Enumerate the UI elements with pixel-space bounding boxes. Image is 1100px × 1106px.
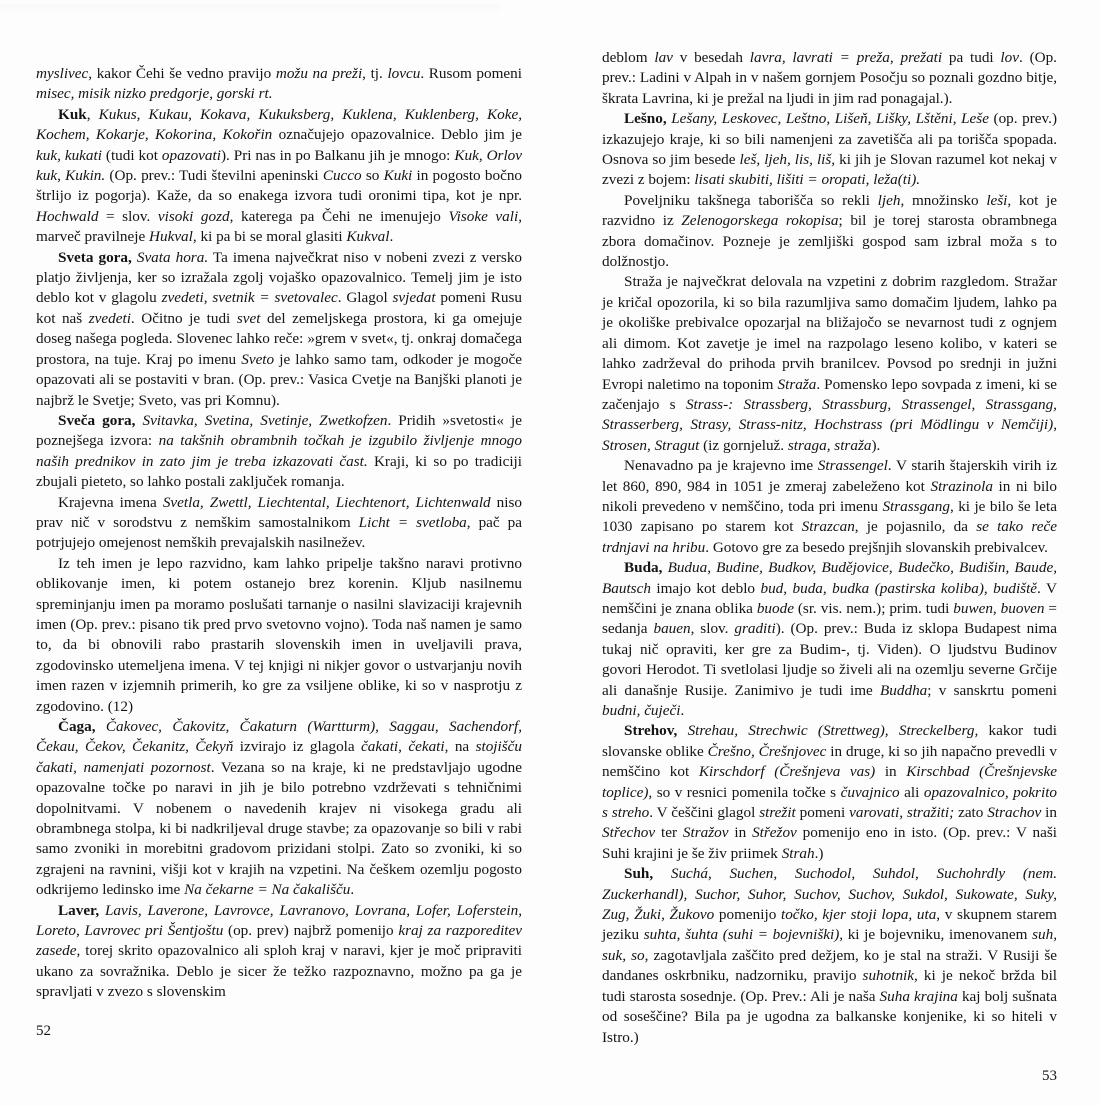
italic-term: zvedeti <box>88 309 131 327</box>
paragraph <box>602 48 1057 109</box>
entry-headword: Suh, <box>624 865 654 883</box>
italic-term: zvedeti, svetnik = svetovalec <box>161 289 338 307</box>
text-run: , pač pa potrjujejo omejenost nemških prevajalskih nasilnežev. <box>36 513 522 552</box>
text-run: pomeni <box>795 804 850 822</box>
text-run: ). Pri nas in po Balkanu jih je mnogo: <box>220 146 455 164</box>
entry-headword: Buda, <box>624 559 663 577</box>
right-page <box>550 0 1100 1106</box>
text-run: niso prav nič v sorodstvu z nemškim samostalnikom <box>36 493 523 531</box>
italic-term: Strazinola <box>930 477 993 495</box>
italic-term: bauen <box>653 620 691 638</box>
italic-term: Suchá, Suchen, Suchodol, Suhdol, Suchohrdly (nem. Zuckerhandl), Suchor, Suhor, Suchov, Suchov, Sukdol, Sukowate, Suky, Zug, Žuki, Žukovo <box>602 865 1057 924</box>
italic-term: Střežov <box>752 824 797 842</box>
text-run: in <box>1041 804 1057 822</box>
entry-headword: Lešno, <box>624 110 667 128</box>
text-run: pomenijo <box>714 906 781 924</box>
italic-term: svjedat <box>392 289 436 307</box>
italic-term: suhotnik <box>862 967 914 985</box>
text-run: , ki je nekoč bržda bil tudi starosta sosednje. (Op. Prev.: Ali je naša <box>602 967 1058 1005</box>
italic-term: Svitavka, Svetina, Svetinje, Zwetkofzen <box>142 411 388 429</box>
italic-term: budni, čuječi <box>602 702 681 719</box>
text-run: Kraji, ki so po tradiciji zbujali pieteto, so lahko postali zaključek romanja. <box>36 452 522 491</box>
italic-term: Střechov <box>602 824 656 842</box>
text-run: , na <box>444 738 476 756</box>
italic-term: bud, buda, budka (pastirska koliba), budiště <box>760 579 1038 597</box>
text-run: je lahko samo tam, odkoder je mogoče opazovati ali se postaviti v bran. (Op. prev.: Vasica Cvetje na Banjški planoti je najbrž le Svetje; Sveto, vas pri Komnu). <box>36 350 522 409</box>
text-run: , je pojasnilo, da <box>854 518 977 536</box>
text-run: . <box>350 881 355 899</box>
paragraph <box>602 109 1057 191</box>
right-page-body <box>602 48 1057 1048</box>
text-run: (tudi kot <box>101 146 162 164</box>
text-run: in pogosto bočno štrlijo iz pogorja). Kaže, da so enakega izvora tudi oronimi tipa, kot je npr. <box>36 167 523 205</box>
paragraph <box>602 272 1057 456</box>
text-run: Nenavadno pa je krajevno ime <box>624 457 818 475</box>
italic-term: Na čekarne = Na čakališču <box>184 881 351 899</box>
text-run: , slov. <box>690 620 735 638</box>
italic-term: Straža <box>777 375 817 393</box>
paragraph <box>602 864 1057 1048</box>
text-run: so <box>361 167 384 185</box>
text-run: (sr. vis. nem.); prim. tudi <box>793 599 954 617</box>
italic-term: stojišču čakati, namenjati pozornost <box>36 738 522 776</box>
italic-term: Svata hora. <box>136 248 209 266</box>
italic-term: ljeh <box>877 191 901 209</box>
text-run: in <box>728 824 753 842</box>
italic-term: lisati skubiti, lišiti = oropati, leža(ti). <box>694 171 921 189</box>
italic-term: Čakovec, Čakovitz, Čakaturn (Wartturm), Saggau, Sachendorf, Čekau, Čekov, Čekanitz, Čekyň <box>36 718 522 756</box>
italic-term: varovati, stražiti; <box>849 804 955 822</box>
italic-term: Hochwald <box>36 207 99 225</box>
italic-term: leši <box>986 191 1008 209</box>
italic-term: suh, suk, so, <box>602 926 1057 964</box>
text-run: .) <box>814 844 824 862</box>
italic-term: buode <box>756 599 794 617</box>
italic-term: Cucco <box>322 167 362 185</box>
italic-term: možu na preži <box>275 65 363 82</box>
italic-term: strežit <box>759 804 796 822</box>
paragraph <box>602 191 1057 273</box>
text-run: , tj. <box>362 65 388 82</box>
left-page <box>0 0 550 1061</box>
italic-term: Kirschdorf (Črešnjeva vas) <box>698 763 876 781</box>
page-number-right: 53 <box>1042 1067 1057 1084</box>
italic-term: Lešany, Leskovec, Leštno, Lišeň, Lišky, Lštěni, Leše <box>671 110 989 128</box>
text-run: , marveč pravilneje <box>36 207 522 246</box>
text-run: pomenijo eno in isto. (Op. prev.: V naši Suhi krajini je še živ priimek <box>602 824 1057 862</box>
italic-term: Strassengel <box>817 457 888 475</box>
text-run <box>96 718 106 735</box>
entry-headword: Čaga, <box>58 718 96 735</box>
text-run: . <box>389 228 394 246</box>
entry-headword: Strehov, <box>624 722 678 740</box>
text-run: ). <box>871 436 881 454</box>
italic-term: Kuk, Orlov kuk, Kukin. <box>36 146 523 185</box>
text-run: , so v resnici pomenila točke s <box>648 783 841 801</box>
text-run: Iz teh imen je lepo razvidno, kam lahko pripelje takšno naravi protivno oblikovanje imen, ki potem ostanejo brez korenin. Kljub nasilnemu spreminjanju imen pa moramo poslušati tarnanje o nasilni slavizaciji krajevnih imen (Op. prev.: pisano tik pred prvo svetovno vojno). Toda naš namen je samo to, da bi obnovili rabo prastarih slovenskih imen in uveljavili prava, zgodovinsko utemeljena imena. V tej knjigi ni nikjer govor o ustvarjanju novih imen razen v izjemnih primerih, ko gre za vsiljene oblike, ki so v nasprotju z zgodovino. (12) <box>36 554 522 715</box>
italic-term: visoki gozd <box>157 207 230 225</box>
text-run: izvirajo iz glagola <box>233 738 362 756</box>
text-run: Krajevna imena <box>58 493 163 511</box>
italic-term: Stražov <box>682 824 729 842</box>
paragraph <box>36 64 522 105</box>
text-run: (op. prev.) izkazujejo kraje, ki so bili namenjeni za zavetišča ali pa torišča spopada. Osnova so jim besede <box>602 110 1058 169</box>
italic-term: myslivec <box>36 65 89 82</box>
text-run: , torej skrito opazovalnico ali sploh kraj v naravi, kjer je moč pripraviti ukano za sovražnika. Deblo je sicer že težko razpoznavno, možno pa ga je spravljati v zvezo s slovenskim <box>36 942 522 1001</box>
text-run: in <box>875 763 907 781</box>
text-run: , ki je bilo še leta 1030 zapisano po starem kot <box>602 497 1057 536</box>
entry-headword: Kuk <box>58 105 87 123</box>
italic-term: Buddha <box>880 681 928 699</box>
paragraph <box>602 721 1057 864</box>
text-run: ali <box>899 783 924 801</box>
paragraph <box>36 554 522 717</box>
text-run: . V starih štajerskih virih iz let 860, 890, 984 in 1051 je zmeraj zabeleženo kot <box>602 457 1057 495</box>
italic-term: Kirschbad (Črešnjevske toplice) <box>602 763 1057 801</box>
italic-term: suhta, šuhta (suhi = bojevniški), <box>643 926 844 944</box>
text-run: . Gotovo gre za besedo prejšnjih slovanskih prebivalcev. <box>705 538 1048 556</box>
text-run: ). (Op. prev.: Buda iz sklopa Budapest nima tukaj nič opraviti, ker gre za Budim-, tj. Viden). O ljudstvu Budinov govori Herodot. Ti svetlolasi ljudje so živeli ali na ozemlju severne Grčije ali današnje Rusije. Zanimivo je tudi ime <box>602 620 1057 699</box>
text-run: deblom <box>602 49 655 66</box>
left-page-body <box>36 64 522 1003</box>
text-run: del zemeljskega prostora, ki ga omejuje doseg našega pogleda. Slovenec lahko reče: »grem v svet«, tj. onkraj domačega prostora, na tuje. Kraj po imenu <box>36 309 522 368</box>
italic-term: Svetla, Zwettl, Liechtental, Liechtenort, Lichtenwald <box>162 493 491 511</box>
text-run: ki jih je Slovan razumel kot nekaj v zvezi z bojem: <box>602 151 1058 189</box>
italic-term: lov <box>1000 49 1019 66</box>
italic-term: lavra, lavrati = preža, prežati <box>749 49 943 66</box>
text-run <box>677 722 687 739</box>
text-run: , množinsko <box>900 191 987 209</box>
paragraph <box>36 901 522 1003</box>
text-run: imajo kot deblo <box>650 579 761 597</box>
text-run: kaj bolj sušnata od soseščine? Bila pa je ugodna za balkanske konjenike, ki so hiteli v Istro.) <box>602 987 1057 1046</box>
entry-headword: Sveta gora, <box>58 248 132 266</box>
text-run: ki je bojevniku, imenovanem <box>843 926 1033 944</box>
text-run: . Pomensko lepo sovpada z imeni, ki se začenjajo s <box>602 375 1057 413</box>
italic-term: Visoke vali <box>448 207 519 225</box>
italic-term: misec, misik nizko predgorje, gorski rt. <box>36 85 273 103</box>
italic-term: svet <box>236 309 261 327</box>
text-run: Poveljniku takšnega taborišča so rekli <box>624 191 878 209</box>
text-run: , v skupnem starem jeziku <box>602 906 1057 944</box>
paragraph <box>36 493 522 554</box>
text-run <box>653 865 671 882</box>
text-run: . <box>680 702 685 719</box>
text-run: . Vezana so na kraje, ki ne predstavljajo ugodne opazovalne točke po naravi in jih je bilo potrebno vzdrževati s tehničnimi dopolnitvami. V nobenem o navedenih krajev ni visokega gradu ali obrambnega stolpa, ki bi nadkriljeval druge stavbe; za opazovanje so bili v rabi samo zvoniki in morebitni gradovom prizidani stolpi. Zato so zvoniki, ki so zgrajeni na ravnini, višji kot v krajih na vzpetini. Na češkem ozemlju pogosto odkrijemo ledinsko ime <box>36 758 522 899</box>
italic-term: Suha krajina <box>879 987 958 1005</box>
text-run: in druge, ki so jih napačno prevedli v nemščino kot <box>602 742 1058 781</box>
italic-term: čakati, čekati <box>361 738 445 756</box>
paragraph <box>36 411 522 493</box>
page-number-left: 52 <box>36 1022 51 1039</box>
italic-term: Strass-: Strassberg, Strassburg, Strassengel, Strassgang, Strasserberg, Strasy, Strass-nitz, Hochstrass (pri Mödlingu v Nemčiji), Strosen, Stragut <box>602 395 1057 454</box>
italic-term: na takšnih obrambnih točkah je izgubilo življenje mnogo naših prednikov in zato jim je treba izkazovati čast. <box>36 432 522 470</box>
italic-term: Hukval <box>149 228 193 246</box>
italic-term: Zelenogorskega rokopisa <box>681 212 839 230</box>
italic-term: čuvajnico <box>840 783 900 801</box>
italic-term: Strazcan <box>801 518 855 536</box>
text-run: pomeni Rusu kot naš <box>36 289 522 327</box>
italic-term: kraj za razporeditev zasede <box>36 922 522 960</box>
italic-term: Budua, Budine, Budkov, Budějovice, Budečko, Budišin, Baude, Bautsch <box>602 559 1057 597</box>
text-run: . V nemščini je znana oblika <box>602 579 1057 617</box>
text-run: . V češčini glagol <box>649 804 760 822</box>
italic-term: točko, kjer stoji lopa, uta <box>780 906 937 924</box>
text-run: , kot je razvidno iz <box>602 191 1057 230</box>
italic-term: Kukus, Kukau, Kokava, Kukuksberg, Kuklena, Kuklenberg, Koke, Kochem, Kokarje, Kokorina, Kokořin <box>36 105 522 144</box>
text-run: . (Op. prev.: Ladini v Alpah in v našem gornjem Posočju so poznali gozdno bitje, škrata Lavrina, ki je prežal na ljudi in jim rad ponagajal.). <box>602 49 1057 107</box>
text-run: . Rusom pomeni <box>420 65 522 82</box>
text-run: (op. prev) najbrž pomenijo <box>223 922 399 940</box>
text-run: in ni bilo nikoli prevedeno v nemščino, toda pri imenu <box>602 477 1057 515</box>
text-run: , ki pa bi se moral glasiti <box>192 228 347 246</box>
text-run: pa tudi <box>942 49 1001 66</box>
italic-term: straga, straža <box>787 436 872 454</box>
italic-term: Kukval <box>346 228 390 246</box>
text-run: ter <box>655 824 683 842</box>
paragraph <box>602 558 1057 721</box>
paragraph <box>36 717 522 901</box>
text-run: , kakor Čehi še vedno pravijo <box>88 65 276 82</box>
italic-term: opazovalnico, pokrito s streho <box>602 783 1058 822</box>
italic-term: Črešno, Črešnjovec <box>707 742 827 760</box>
italic-term: Licht = svetloba <box>358 513 467 531</box>
text-run: Ta imena največkrat niso v nobeni zvezi z versko platjo življenja, ker so izražala zgolj vojaško opazovalnico. Temelj jim je isto deblo kot v glagolu <box>36 248 523 307</box>
italic-term: buwen, buoven <box>953 599 1045 617</box>
italic-term: Sveto <box>241 350 275 368</box>
text-run: = slov. <box>98 207 158 225</box>
italic-term: Strah <box>781 844 815 862</box>
text-run: . Pridih »svetosti« je poznejšega izvora: <box>36 411 522 450</box>
italic-term: se tako reče trdnjavi na hribu <box>602 518 1058 556</box>
text-run: , <box>86 105 99 123</box>
text-run: Straža je največkrat delovala na vzpetini z dobrim razgledom. Stražar je kričal opozorila, ki so bila razumljiva samo domačim ljudem, lahko pa je okoliške prebivalce opozarjal na bližajočo se nevarnost tudi z ognjem ali dimom. Kot zavetje je imel na razpolago leseno kolibo, v kateri se lahko zadrževal do prihoda prvih branilcev. Povsod po srednji in južni Evropi naletimo na toponim <box>602 273 1057 393</box>
italic-term: leš, ljeh, lis, liš, <box>739 151 836 169</box>
text-run: zato <box>954 804 988 822</box>
text-run: = sedanja <box>602 599 1057 638</box>
paragraph <box>36 105 522 248</box>
italic-term: Strachov <box>987 804 1042 822</box>
text-run: označujejo opazovalnice. Deblo jim je <box>272 126 522 144</box>
text-run: . Očitno je tudi <box>130 309 237 327</box>
italic-term: lovcu <box>387 65 421 82</box>
entry-headword: Sveča gora, <box>58 411 136 429</box>
text-run: , katerega pa Čehi ne imenujejo <box>229 207 449 225</box>
italic-term: Strassgang <box>882 497 950 515</box>
text-run: kakor tudi slovanske oblike <box>602 722 1057 760</box>
bleed-through-shadow <box>0 4 500 14</box>
text-run: zagotavljala zaščito pred dežjem, ko je stal na straži. V Rusiji še dandanes oskrbniku, nadzorniku, pravijo <box>602 946 1057 985</box>
italic-term: opazovati <box>161 146 221 164</box>
text-run: ; bil je torej starosta obrambnega zbora domačinov. Pozneje je zemljiški gospod sam izbral moža s to dolžnostjo. <box>602 212 1057 271</box>
text-run: (Op. prev.: Tudi številni apeninski <box>105 167 323 185</box>
italic-term: Kuki <box>383 167 413 185</box>
text-run: ; v sanskrtu pomeni <box>927 681 1057 699</box>
text-run: . Glagol <box>337 289 393 307</box>
text-run: (iz gornjeluž. <box>699 436 788 454</box>
italic-term: Lavis, Laverone, Lavrovce, Lavranovo, Lovrana, Lofer, Loferstein, Loreto, Lavrovec pri Šentjoštu <box>36 901 522 940</box>
italic-term: kuk, kukati <box>36 146 102 164</box>
paragraph <box>602 456 1057 558</box>
entry-headword: Laver, <box>58 901 100 919</box>
italic-term: lav <box>654 49 673 66</box>
paragraph <box>36 248 522 411</box>
text-run: v besedah <box>672 49 750 66</box>
italic-term: graditi <box>734 620 776 638</box>
italic-term: Strehau, Strechwic (Strettweg), Streckelberg, <box>687 722 979 740</box>
